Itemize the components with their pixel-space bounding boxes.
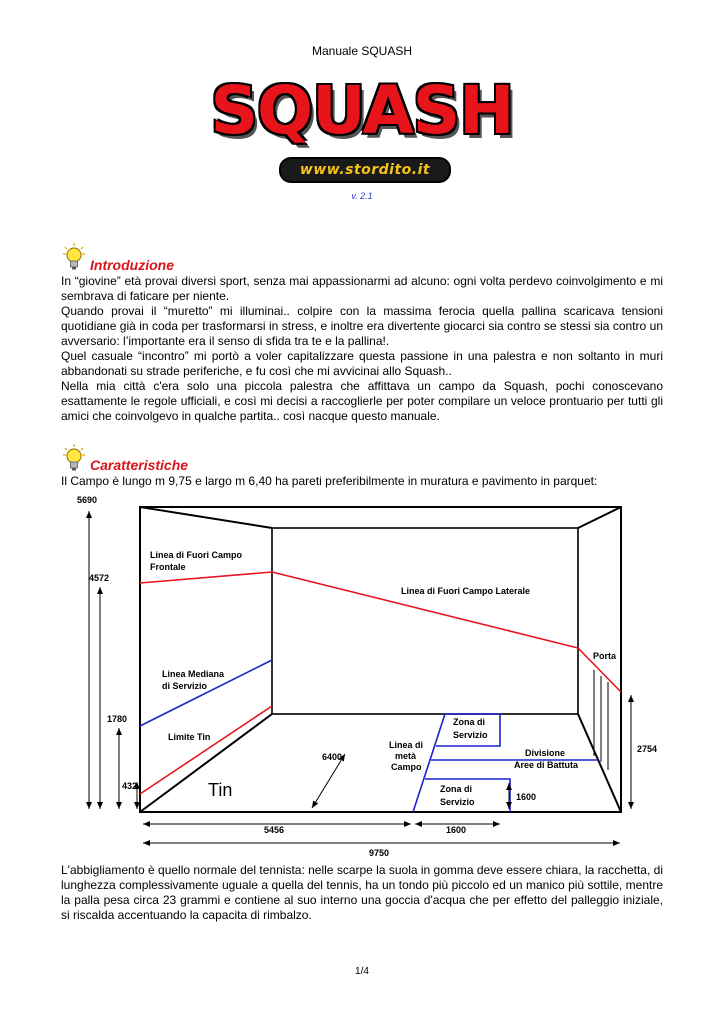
court-label: Frontale	[150, 562, 186, 572]
dim-label: 1600	[516, 792, 537, 802]
court-label: Linea di Fuori Campo Laterale	[401, 586, 531, 596]
website-text: www.stordito.it	[299, 162, 431, 178]
court-label: Servizio	[440, 797, 475, 807]
dim-label: 9750	[369, 848, 390, 858]
intro-paragraph: Nella mia città c'era solo una piccola palestra che affittava un campo da Squash, pochi conoscevano esattamente le regole ufficiali, e così mi decisi a raccoglierle per poter compilare un veloce prontuario per tutti gli amici che coinvolgevo in qualche partita.. così nacque questo manuale.	[61, 379, 663, 423]
dim-label: 1780	[107, 714, 128, 724]
front-out-line	[140, 572, 272, 583]
tin-label: Tin	[208, 780, 233, 800]
tin-limit-line	[140, 706, 272, 794]
court-label: Divisione	[525, 748, 566, 758]
section-title-intro: Introduzione	[90, 257, 174, 273]
court-front-wall	[272, 528, 578, 714]
court-edge	[140, 714, 272, 812]
dim-label: 6400	[322, 752, 343, 762]
intro-paragraph: In “giovine” età provai diversi sport, senza mai appassionarmi ad alcuno: ogni volta perdevo coinvolgimento e mi sembrava di faticare per niente.	[61, 274, 663, 303]
side-out-line	[272, 572, 578, 648]
dim-label: 432	[122, 781, 138, 791]
court-label: metà	[395, 751, 417, 761]
court-label: Linea di Fuori Campo	[150, 550, 243, 560]
court-label: Linea Mediana	[162, 669, 225, 679]
court-label: Aree di Battuta	[514, 760, 579, 770]
page-number: 1/4	[355, 966, 369, 977]
court-label: Zona di	[440, 784, 472, 794]
dim-label: 5690	[77, 495, 98, 505]
page-header: Manuale SQUASH	[311, 44, 413, 58]
court-edge	[578, 507, 621, 528]
features-after-text: L'abbigliamento è quello normale del tennista: nelle scarpe la suola in gomma deve essere chiara, la racchetta, di lunghezza complessivamente uguale a quella del tennis, ha un tondo più piccolo ed un manico più sottile, mentre la palla pesa circa 23 grammi e contiene al suo interno una goccia d'acqua che per effetto del palleggio iniziale, si riscalda accentuando la capacita di rimbalzo.	[61, 863, 663, 922]
version-label: v. 2.1	[351, 191, 373, 201]
dim-label: 2754	[637, 744, 658, 754]
features-intro: Il Campo è lungo m 9,75 e largo m 6,40 ha pareti preferibilmente in muratura e pavimento in parquet:	[61, 474, 598, 488]
court-label: di Servizio	[162, 681, 208, 691]
court-edge	[140, 507, 272, 528]
court-label: Porta	[593, 651, 617, 661]
court-label: Servizio	[453, 730, 488, 740]
section-title-features: Caratteristiche	[90, 457, 189, 473]
court-label: Linea di	[389, 740, 424, 750]
court-label: Limite Tin	[168, 732, 211, 742]
intro-paragraph: Quando provai il “muretto” mi illuminai.. colpire con la massima ferocia quella pallina scaricava tensioni quotidiane già in coda per trasformarsi in stress, e inoltre era divertente giocarci sia contro se stessi sia contro un avversario: l’importante era il senso di sfida tra te e la pallina!.	[61, 304, 663, 348]
logo-text: SQUASH	[210, 72, 514, 149]
intro-paragraph: Quel casuale “incontro” mi portò a voler capitalizzare questa passione in una palestra e non soltanto in muri abbandonati su strade periferiche, e fu così che mi avvicinai allo Squash..	[61, 349, 663, 378]
court-label: Campo	[391, 762, 422, 772]
dim-label: 5456	[264, 825, 285, 835]
dim-label: 1600	[446, 825, 467, 835]
court-label: Zona di	[453, 717, 485, 727]
court-edge	[578, 714, 621, 812]
dim-6400	[312, 754, 345, 808]
dim-label: 4572	[89, 573, 110, 583]
